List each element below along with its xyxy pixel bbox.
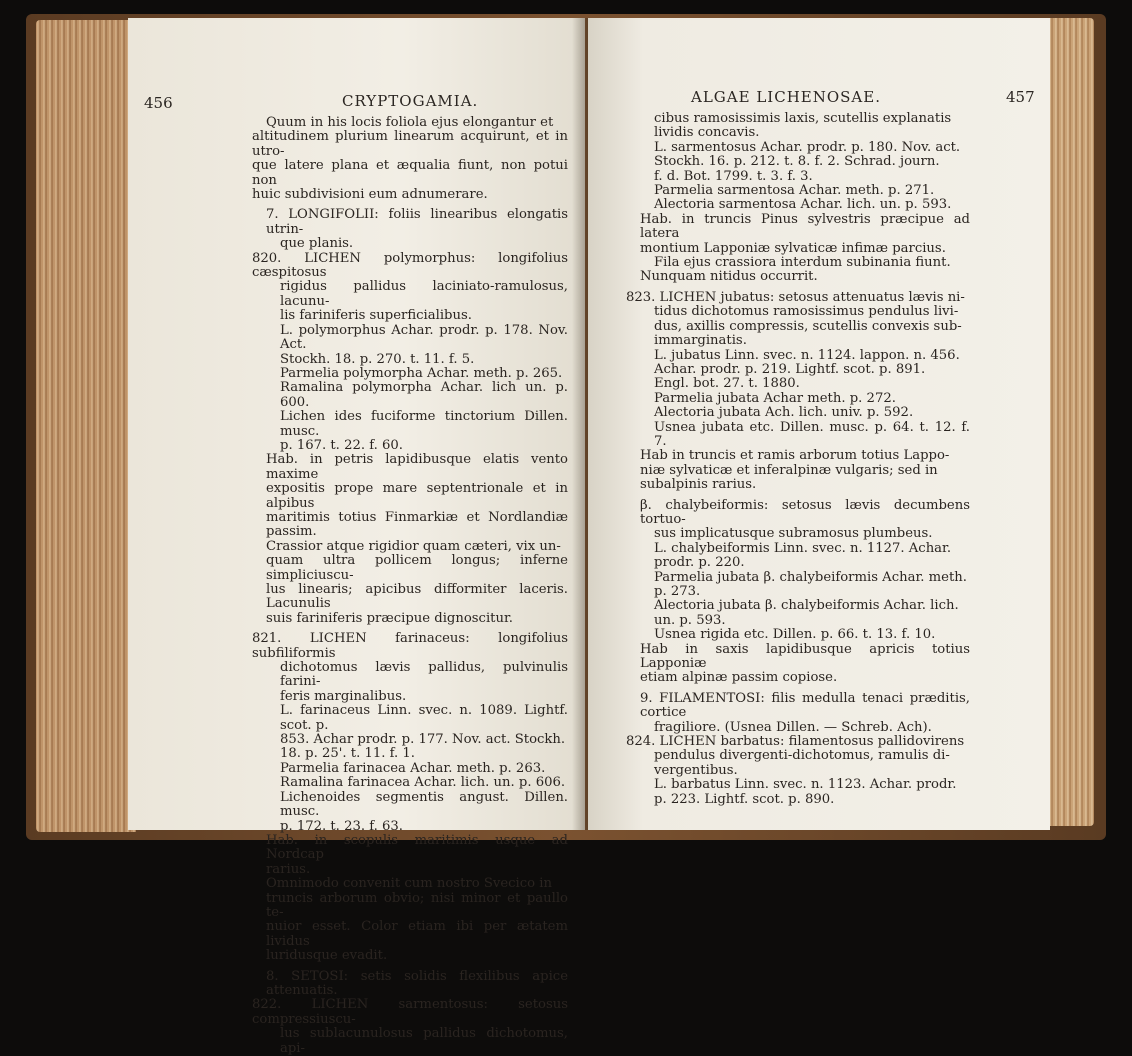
right-page xyxy=(588,18,1050,830)
text-line: Hab. in scopulis maritimis usque ad Nordcap xyxy=(266,832,568,863)
text-line: un. p. 593. xyxy=(654,612,726,628)
right-running-head: ALGAE LICHENOSAE. xyxy=(691,88,881,106)
text-line: 822. LICHEN sarmentosus: setosus compressiuscu- xyxy=(252,997,568,1027)
text-line: luridusque evadit. xyxy=(266,948,388,964)
text-line: lus sublacunulosus pallidus dichotomus, api- xyxy=(280,1026,568,1056)
text-line: Lichen ides fuciforme tinctorium Dillen. musc. xyxy=(280,409,568,439)
text-line: p. 223. Lightf. scot. p. 890. xyxy=(654,791,835,807)
text-line: nuior esset. Color etiam ibi per ætatem lividus xyxy=(266,919,568,949)
text-line: Lichenoides segmentis angust. Dillen. musc. xyxy=(280,789,568,820)
text-line: subalpinis rarius. xyxy=(640,477,757,493)
text-line: Engl. bot. 27. t. 1880. xyxy=(654,376,800,392)
text-line: niæ sylvaticæ et inferalpinæ vulgaris; sed in xyxy=(640,462,938,478)
left-page-number: 456 xyxy=(144,94,173,112)
text-line: que latere plana et æqualia fiunt, non potui non xyxy=(252,158,568,188)
text-line: expositis prope mare septentrionale et in alpibus xyxy=(266,481,568,511)
text-line: Parmelia jubata β. chalybeiformis Achar. meth. xyxy=(654,569,967,585)
text-line: rigidus pallidus laciniato-ramulosus, lacunu- xyxy=(280,279,568,309)
text-line: L. polymorphus Achar. prodr. p. 178. Nov. Act. xyxy=(280,322,568,353)
text-line: Ramalina polymorpha Achar. lich un. p. 600. xyxy=(280,380,568,410)
text-line: lus linearis; apicibus difformiter laceris. Lacunulis xyxy=(266,582,568,612)
text-line: Usnea rigida etc. Dillen. p. 66. t. 13. f. 10. xyxy=(654,627,936,643)
text-line: Parmelia sarmentosa Achar. meth. p. 271. xyxy=(654,183,935,199)
text-line: Nunquam nitidus occurrit. xyxy=(640,269,818,285)
text-line: Hab in truncis et ramis arborum totius Lappo- xyxy=(640,448,950,464)
text-line: Ramalina farinacea Achar. lich. un. p. 606. xyxy=(280,775,566,791)
text-line: Hab. in truncis Pinus sylvestris præcipue ad latera xyxy=(640,211,970,242)
text-line: Crassior atque rigidior quam cæteri, vix un- xyxy=(266,538,561,554)
text-line: Alectoria jubata Ach. lich. univ. p. 592. xyxy=(654,405,914,421)
text-line: 9. FILAMENTOSI: filis medulla tenaci præditis, cortice xyxy=(640,690,970,721)
text-line: huic subdivisioni eum adnumerare. xyxy=(252,187,488,203)
text-line: dus, axillis compressis, scutellis convexis sub- xyxy=(654,318,962,334)
text-line: 7. LONGIFOLII: foliis linearibus elongatis utrin- xyxy=(266,207,568,237)
text-line: p. 273. xyxy=(654,584,701,599)
text-line: immarginatis. xyxy=(654,333,747,349)
left-running-head: CRYPTOGAMIA. xyxy=(342,92,479,110)
text-line: quam ultra pollicem longus; inferne simpliciuscu- xyxy=(266,553,568,583)
text-line: Achar. prodr. p. 219. Lightf. scot. p. 891. xyxy=(654,361,926,377)
text-line: lis fariniferis superficialibus. xyxy=(280,308,472,324)
text-line: suis fariniferis præcipue dignoscitur. xyxy=(266,610,514,626)
text-line: Hab. in petris lapidibusque elatis vento maxime xyxy=(266,452,568,482)
text-line: etiam alpinæ passim copiose. xyxy=(640,670,838,686)
text-line: 823. LICHEN jubatus: setosus attenuatus lævis ni- xyxy=(626,289,965,305)
text-line: maritimis totius Finmarkiæ et Nordlandiæ passim. xyxy=(266,509,568,540)
text-line: que planis. xyxy=(280,236,354,252)
text-line: rarius. xyxy=(266,861,311,877)
text-line: Usnea jubata etc. Dillen. musc. p. 64. t. 12. f. 7. xyxy=(654,419,970,449)
text-line: 853. Achar prodr. p. 177. Nov. act. Stockh. xyxy=(280,732,566,748)
text-line: Parmelia polymorpha Achar. meth. p. 265. xyxy=(280,365,563,381)
text-line: truncis arborum obvio; nisi minor et paullo te- xyxy=(266,890,568,920)
text-line: L. jubatus Linn. svec. n. 1124. lappon. n. 456. xyxy=(654,347,960,363)
text-line: feris marginalibus. xyxy=(280,688,407,704)
text-line: 8. SETOSI: setis solidis flexilibus apice attenuatis. xyxy=(266,968,568,998)
text-line: montium Lapponiæ sylvaticæ infimæ parcius. xyxy=(640,240,946,256)
text-line: 824. LICHEN barbatus: filamentosus pallidovirens xyxy=(626,734,965,750)
text-line: tidus dichotomus ramosissimus pendulus livi- xyxy=(654,304,959,320)
text-line: vergentibus. xyxy=(654,762,738,778)
right-page-edges xyxy=(1048,18,1094,826)
text-line: altitudinem plurium linearum acquirunt, et in utro- xyxy=(252,129,568,159)
text-line: Hab in saxis lapidibusque apricis totius Lapponiæ xyxy=(640,641,970,672)
text-line: 18. p. 25'. t. 11. f. 1. xyxy=(280,746,416,762)
text-line: prodr. p. 220. xyxy=(654,555,745,571)
left-page-edges xyxy=(36,20,136,832)
text-line: L. sarmentosus Achar. prodr. p. 180. Nov. act. xyxy=(654,139,961,155)
right-page-number: 457 xyxy=(1006,88,1035,106)
text-line: L. chalybeiformis Linn. svec. n. 1127. Achar. xyxy=(654,540,952,556)
left-page xyxy=(128,18,585,1056)
text-line: Stockh. 18. p. 270. t. 11. f. 5. xyxy=(280,351,475,367)
text-line: cibus ramosissimis laxis, scutellis explanatis xyxy=(654,111,952,126)
left-page-body xyxy=(252,116,568,1056)
text-line: 821. LICHEN farinaceus: longifolius subfiliformis xyxy=(252,631,568,661)
text-line: L. farinaceus Linn. svec. n. 1089. Lightf. scot. p. xyxy=(280,703,568,733)
text-line: Omnimodo convenit cum nostro Svecico in xyxy=(266,876,552,892)
text-line: Stockh. 16. p. 212. t. 8. f. 2. Schrad. journ. xyxy=(654,154,940,170)
text-line: p. 167. t. 22. f. 60. xyxy=(280,437,403,453)
text-line: Alectoria sarmentosa Achar. lich. un. p. 593. xyxy=(654,197,952,213)
text-line: lividis concavis. xyxy=(654,125,760,141)
text-line: Parmelia jubata Achar meth. p. 272. xyxy=(654,390,896,406)
text-line: Quum in his locis foliola ejus elongantur et xyxy=(266,115,554,130)
text-line: f. d. Bot. 1799. t. 3. f. 3. xyxy=(654,168,813,184)
text-line: 820. LICHEN polymorphus: longifolius cæspitosus xyxy=(252,250,568,281)
text-line: Fila ejus crassiora interdum subinania fiunt. xyxy=(654,255,951,271)
text-line: p. 172. t. 23. f. 63. xyxy=(280,818,403,834)
text-line: L. barbatus Linn. svec. n. 1123. Achar. prodr. xyxy=(654,777,957,793)
right-page-body xyxy=(626,112,970,807)
text-line: sus implicatusque subramosus plumbeus. xyxy=(654,526,933,542)
text-line: Alectoria jubata β. chalybeiformis Achar. lich. xyxy=(654,598,959,614)
text-line: β. chalybeiformis: setosus lævis decumbens tortuo- xyxy=(640,497,970,527)
text-line: pendulus divergenti-dichotomus, ramulis di- xyxy=(654,748,950,764)
text-line: Parmelia farinacea Achar. meth. p. 263. xyxy=(280,760,546,776)
text-line: fragiliore. (Usnea Dillen. — Schreb. Ach). xyxy=(654,719,932,735)
text-line: dichotomus lævis pallidus, pulvinulis farini- xyxy=(280,660,568,690)
